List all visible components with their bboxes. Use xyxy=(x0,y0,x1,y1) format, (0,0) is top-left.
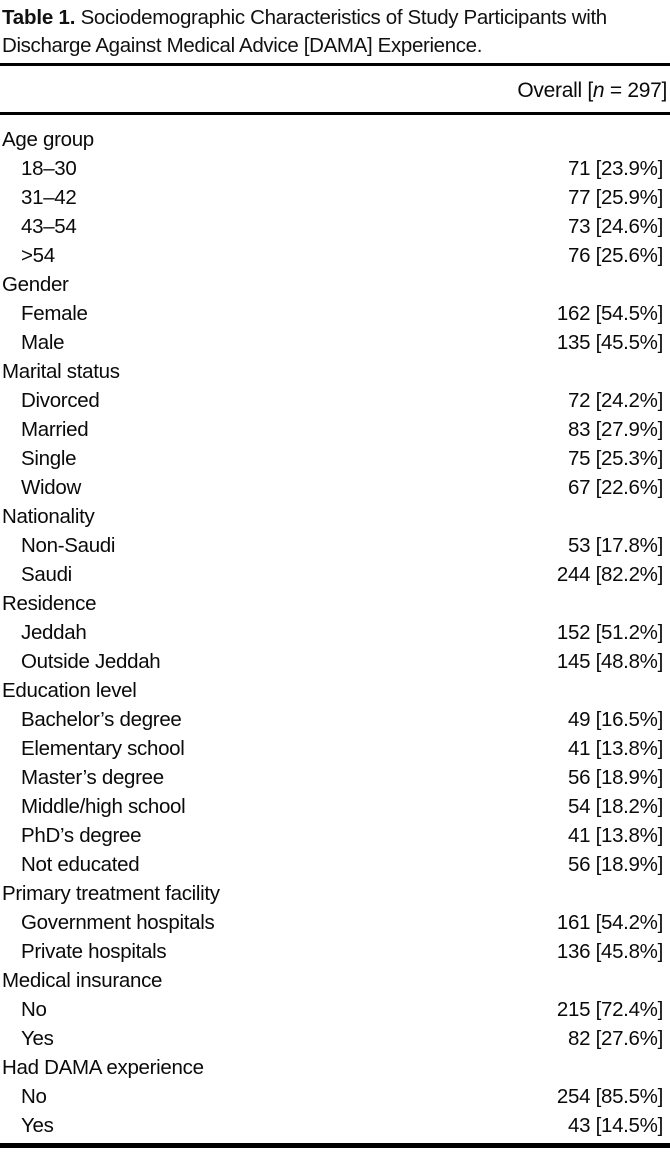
table-row xyxy=(0,154,670,183)
row-label: 31–42 xyxy=(21,186,77,209)
row-label: Education level xyxy=(2,679,137,702)
row-value: 71 [23.9%] xyxy=(567,157,663,180)
table-row xyxy=(0,589,670,618)
table-header-row xyxy=(0,66,670,112)
row-label: 43–54 xyxy=(21,215,77,238)
row-value: 82 [27.6%] xyxy=(567,1027,663,1050)
row-label: Nationality xyxy=(2,505,95,528)
row-value: 43 [14.5%] xyxy=(567,1114,663,1137)
row-label: Had DAMA experience xyxy=(2,1056,204,1079)
row-value: 56 [18.9%] xyxy=(567,766,663,789)
row-label: Yes xyxy=(21,1114,54,1137)
table-row xyxy=(0,879,670,908)
table-row xyxy=(0,937,670,966)
table-row xyxy=(0,299,670,328)
table-row xyxy=(0,531,670,560)
row-value: 161 [54.2%] xyxy=(556,911,663,934)
table-row xyxy=(0,995,670,1024)
table-row xyxy=(0,1024,670,1053)
table-row xyxy=(0,792,670,821)
table-row xyxy=(0,763,670,792)
row-label: Middle/high school xyxy=(21,795,186,818)
table-row xyxy=(0,705,670,734)
row-value: 254 [85.5%] xyxy=(556,1085,663,1108)
row-value: 56 [18.9%] xyxy=(567,853,663,876)
table-body xyxy=(0,115,670,1140)
row-label: Female xyxy=(21,302,88,325)
row-value: 53 [17.8%] xyxy=(567,534,663,557)
row-label: Single xyxy=(21,447,77,470)
row-label: Master’s degree xyxy=(21,766,164,789)
table-row xyxy=(0,357,670,386)
row-value: 72 [24.2%] xyxy=(567,389,663,412)
row-label: Divorced xyxy=(21,389,100,412)
row-label: No xyxy=(21,1085,47,1108)
table-row xyxy=(0,647,670,676)
table-row xyxy=(0,502,670,531)
row-value: 73 [24.6%] xyxy=(567,215,663,238)
table-row xyxy=(0,618,670,647)
row-value: 41 [13.8%] xyxy=(567,824,663,847)
row-label: Widow xyxy=(21,476,82,499)
table-row xyxy=(0,270,670,299)
row-label: Non-Saudi xyxy=(21,534,116,557)
row-label: Residence xyxy=(2,592,97,615)
row-label: Jeddah xyxy=(21,621,87,644)
table-row xyxy=(0,212,670,241)
table-row xyxy=(0,415,670,444)
row-value: 83 [27.9%] xyxy=(567,418,663,441)
table-row xyxy=(0,444,670,473)
row-label: Age group xyxy=(2,128,94,151)
row-label: Saudi xyxy=(21,563,72,586)
row-label: >54 xyxy=(21,244,55,267)
overall-header-n-symbol: n xyxy=(592,79,605,102)
row-label: Yes xyxy=(21,1027,54,1050)
row-label: Government hospitals xyxy=(21,911,215,934)
row-label: Not educated xyxy=(21,853,140,876)
table-row xyxy=(0,1111,670,1140)
row-value: 135 [45.5%] xyxy=(556,331,663,354)
table-row xyxy=(0,328,670,357)
row-label: Medical insurance xyxy=(2,969,163,992)
row-label: No xyxy=(21,998,47,1021)
table-title-text: Sociodemographic Characteristics of Study Participants with Discharge Against Medical Advice [DAMA] Experience. xyxy=(2,6,607,57)
row-value: 54 [18.2%] xyxy=(567,795,663,818)
row-value: 215 [72.4%] xyxy=(556,998,663,1021)
row-value: 75 [25.3%] xyxy=(567,447,663,470)
row-label: Private hospitals xyxy=(21,940,167,963)
table-row xyxy=(0,1053,670,1082)
table-row xyxy=(0,676,670,705)
table-row xyxy=(0,821,670,850)
row-value: 49 [16.5%] xyxy=(567,708,663,731)
bottom-rule xyxy=(0,1143,670,1148)
table-row xyxy=(0,241,670,270)
row-label: Gender xyxy=(2,273,69,296)
table-row xyxy=(0,386,670,415)
row-value: 67 [22.6%] xyxy=(567,476,663,499)
row-value: 244 [82.2%] xyxy=(556,563,663,586)
overall-header-suffix: = 297] xyxy=(604,79,667,102)
table-row xyxy=(0,1082,670,1111)
row-label: Elementary school xyxy=(21,737,185,760)
row-label: Male xyxy=(21,331,65,354)
row-value: 145 [48.8%] xyxy=(556,650,663,673)
table-title xyxy=(0,0,670,60)
row-value: 136 [45.8%] xyxy=(556,940,663,963)
overall-header-prefix: Overall [ xyxy=(517,79,593,102)
table-row xyxy=(0,183,670,212)
table-row xyxy=(0,473,670,502)
row-label: PhD’s degree xyxy=(21,824,142,847)
row-value: 77 [25.9%] xyxy=(567,186,663,209)
table-row xyxy=(0,908,670,937)
row-label: Primary treatment facility xyxy=(2,882,220,905)
table-row xyxy=(0,125,670,154)
table-number-label: Table 1. xyxy=(2,6,76,29)
row-label: Married xyxy=(21,418,89,441)
row-value: 41 [13.8%] xyxy=(567,737,663,760)
table-row xyxy=(0,966,670,995)
row-label: Outside Jeddah xyxy=(21,650,161,673)
row-value: 76 [25.6%] xyxy=(567,244,663,267)
row-value: 162 [54.5%] xyxy=(556,302,663,325)
table-row xyxy=(0,850,670,879)
row-label: Bachelor’s degree xyxy=(21,708,182,731)
row-label: 18–30 xyxy=(21,157,77,180)
table-row xyxy=(0,734,670,763)
row-label: Marital status xyxy=(2,360,120,383)
row-value: 152 [51.2%] xyxy=(556,621,663,644)
table-row xyxy=(0,560,670,589)
